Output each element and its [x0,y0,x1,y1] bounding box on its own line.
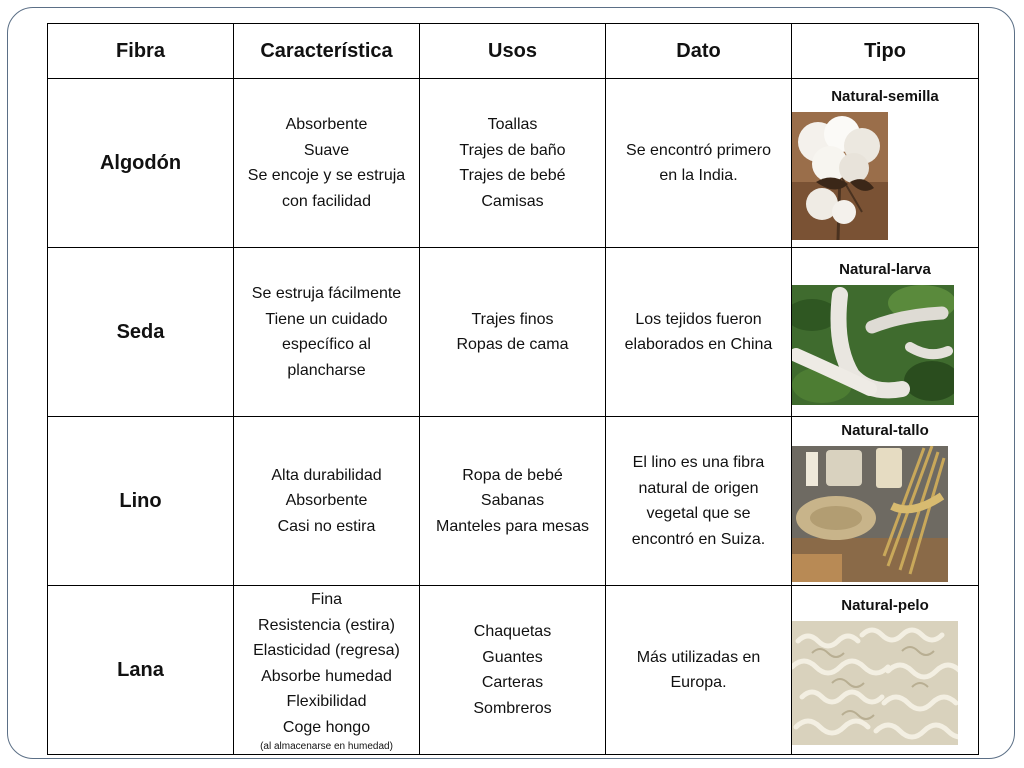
characteristic-line: plancharse [287,361,366,379]
use-line: Sombreros [473,699,552,717]
type-cell [792,417,979,586]
cotton-boll-photo-icon [792,112,978,240]
use-line: Sabanas [480,492,545,510]
characteristic-line: Coge hongo [282,718,371,736]
type-cell [792,248,979,417]
characteristic-line: Se encoje y se estruja [247,167,406,184]
characteristic-line: Absorbe humedad [261,667,392,685]
header-fibra: Fibra [48,24,234,79]
type-label: Natural-pelo [841,596,929,614]
characteristic-line: Suave [303,141,350,159]
use-line: Ropas de cama [456,336,569,353]
characteristic-line: Fina [310,591,343,608]
fact-line: El lino es una fibra [632,454,765,471]
fact-line: natural de origen [638,479,759,497]
use-line: Trajes de bebé [459,167,566,184]
fact-cell [606,79,792,248]
use-line: Ropa de bebé [462,466,563,484]
characteristic-line: Tiene un cuidado [265,310,388,328]
flax-stalks-photo-icon [792,446,978,582]
fact-cell [606,248,792,417]
characteristic-note: (al almacenarse en humedad) [260,741,393,752]
use-line: Camisas [481,192,544,210]
use-line: Trajes finos [471,310,554,328]
type-label: Natural-larva [839,260,931,278]
fact-cell [606,586,792,755]
characteristic-line: Absorbente [285,116,368,133]
table-row [48,248,979,417]
silkworm-photo-icon [792,285,978,405]
use-line: Chaquetas [473,623,552,640]
fiber-table [47,23,979,755]
characteristic-line: Se estruja fácilmente [251,285,402,302]
uses-cell [420,586,606,755]
characteristic-line: Casi no estira [277,517,376,535]
fiber-name: Lana [48,586,234,755]
use-line: Toallas [487,116,538,133]
use-line: Manteles para mesas [436,517,589,535]
uses-cell [420,417,606,586]
uses-cell [420,79,606,248]
uses-cell [420,248,606,417]
header-tipo: Tipo [792,24,979,79]
characteristic-line: Elasticidad (regresa) [253,642,400,659]
characteristics-cell [234,248,420,417]
characteristic-line: Resistencia (estira) [258,616,395,634]
header-usos: Usos [420,24,606,79]
fact-line: Europa. [670,674,727,691]
type-label: Natural-semilla [831,87,939,105]
fiber-name: Seda [48,248,234,417]
fiber-name: Lino [48,417,234,586]
characteristic-line: Alta durabilidad [271,466,382,484]
fact-line: Más utilizadas en [636,648,761,666]
fact-line: encontró en Suiza. [631,530,766,548]
fact-line: vegetal que se [646,505,751,522]
table-row [48,417,979,586]
characteristics-cell [234,586,420,755]
type-label: Natural-tallo [841,421,929,439]
header-row [48,24,979,79]
use-line: Trajes de baño [459,141,566,159]
wool-fleece-photo-icon [792,621,978,745]
fact-cell [606,417,792,586]
characteristics-cell [234,417,420,586]
header-dato: Dato [606,24,792,79]
characteristic-line: específico al [282,336,371,353]
fact-line: elaborados en China [624,336,773,353]
use-line: Carteras [481,674,544,691]
type-cell [792,79,979,248]
characteristic-line: Absorbente [285,492,368,510]
fact-line: en la India. [659,167,738,184]
fiber-name: Algodón [48,79,234,248]
characteristic-line: Flexibilidad [286,693,367,710]
table-row [48,79,979,248]
header-caracteristica: Característica [234,24,420,79]
table-row [48,586,979,755]
fact-line: Se encontró primero [626,141,771,159]
characteristics-cell [234,79,420,248]
type-cell [792,586,979,755]
fact-line: Los tejidos fueron [635,310,762,328]
characteristic-line: con facilidad [282,192,371,210]
use-line: Guantes [482,648,543,666]
